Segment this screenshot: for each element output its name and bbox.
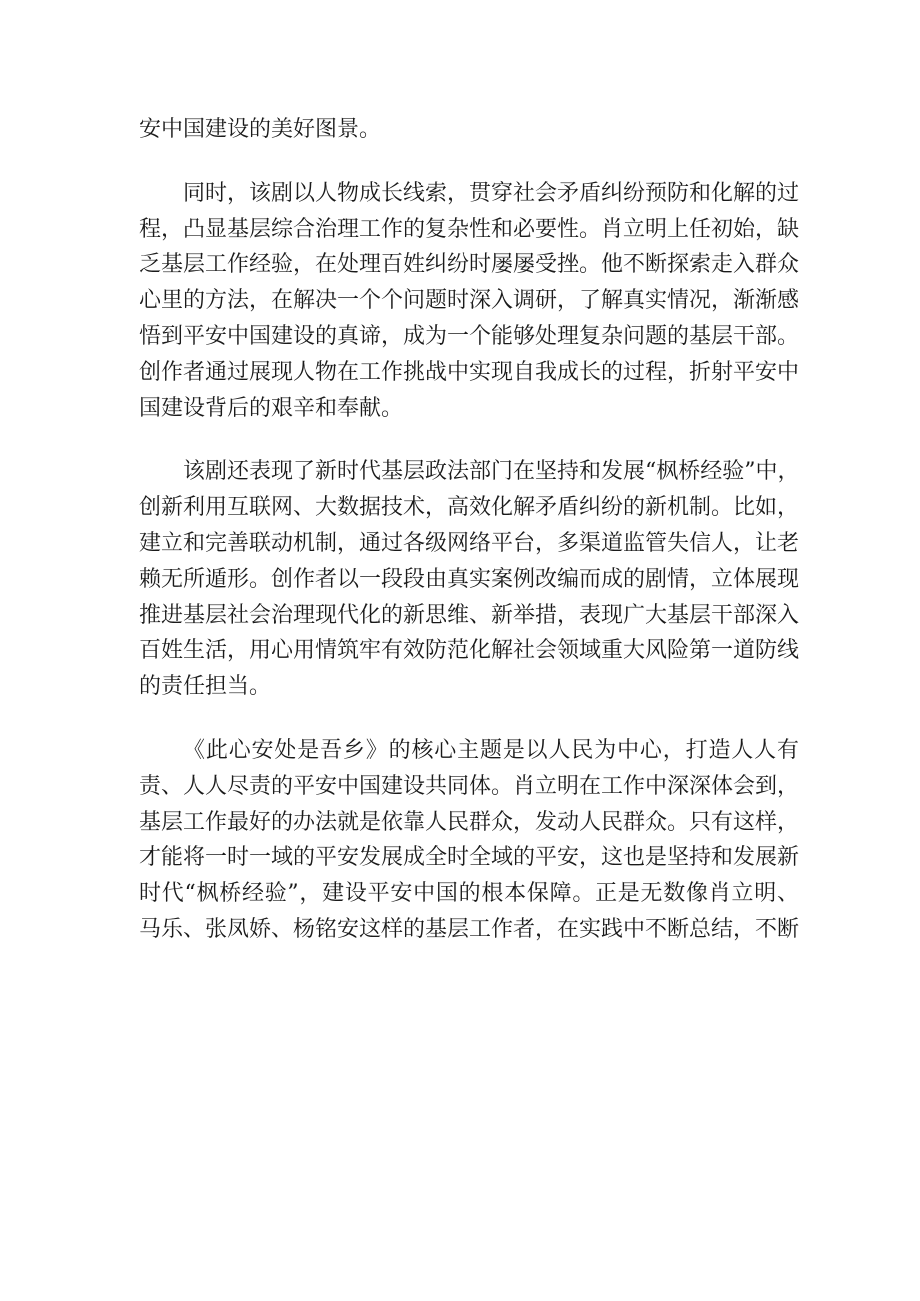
- text-line: 责、人人尽责的平安中国建设共同体。肖立明在工作中深深体会到，: [139, 773, 800, 799]
- text-line: 该剧还表现了新时代基层政法部门在坚持和发展“枫桥经验”中，: [183, 459, 800, 485]
- text-line: 建立和完善联动机制，通过各级网络平台，多渠道监管失信人，让老: [139, 530, 800, 556]
- text-line: 时代“枫桥经验”，建设平安中国的根本保障。正是无数像肖立明、: [139, 881, 799, 907]
- paragraph-fengqiao-experience: [139, 454, 799, 705]
- text-line: 马乐、张凤娇、杨铭安这样的基层工作者，在实践中不断总结，不断: [139, 916, 800, 942]
- text-line: 乏基层工作经验，在处理百姓纠纷时屡屡受挫。他不断探索走入群众: [139, 252, 800, 278]
- paragraph-continuation: [139, 112, 799, 148]
- text-line: 才能将一时一域的平安发展成全时全域的平安，这也是坚持和发展新: [139, 845, 800, 871]
- text-line: 程，凸显基层综合治理工作的复杂性和必要性。肖立明上任初始，缺: [139, 216, 800, 242]
- text-line: 百姓生活，用心用情筑牢有效防范化解社会领域重大风险第一道防线: [139, 638, 800, 664]
- text-line: 赖无所遁形。创作者以一段段由真实案例改编而成的剧情，立体展现: [139, 566, 800, 592]
- document-body: [139, 112, 799, 948]
- text-line: 《此心安处是吾乡》的核心主题是以人民为中心，打造人人有: [183, 737, 799, 763]
- text-line: 的责任担当。: [139, 674, 272, 700]
- text-line: 创新利用互联网、大数据技术，高效化解矛盾纠纷的新机制。比如，: [139, 495, 800, 521]
- text-line: 同时，该剧以人物成长线索，贯穿社会矛盾纠纷预防和化解的过: [183, 180, 800, 206]
- text-line: 心里的方法，在解决一个个问题时深入调研，了解真实情况，渐渐感: [139, 288, 800, 314]
- paragraph-core-theme: [139, 733, 799, 948]
- paragraph-character-growth: [139, 176, 799, 427]
- text-line: 创作者通过展现人物在工作挑战中实现自我成长的过程，折射平安中: [139, 359, 800, 385]
- text-line: 基层工作最好的办法就是依靠人民群众，发动人民群众。只有这样，: [139, 809, 800, 835]
- text-line: 悟到平安中国建设的真谛，成为一个能够处理复杂问题的基层干部。: [139, 323, 800, 349]
- text-line: 安中国建设的美好图景。: [139, 117, 382, 142]
- text-line: 国建设背后的艰辛和奉献。: [139, 395, 404, 421]
- text-line: 推进基层社会治理现代化的新思维、新举措，表现广大基层干部深入: [139, 602, 800, 628]
